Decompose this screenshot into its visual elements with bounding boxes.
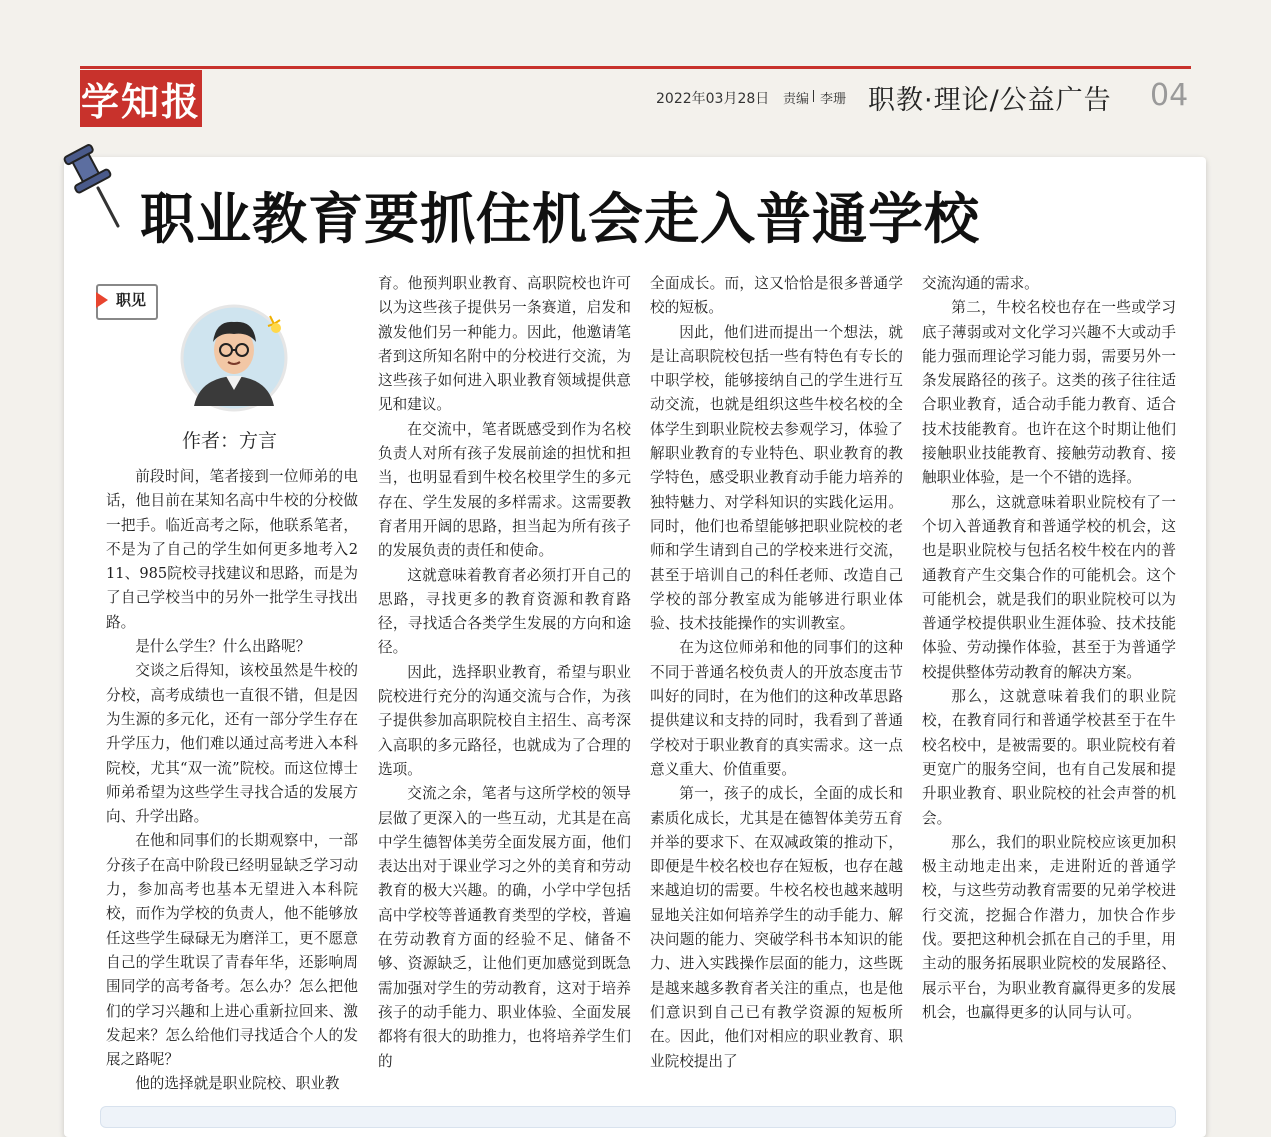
article-paragraph: 第二，牛校名校也存在一些或学习底子薄弱或对文化学习兴趣不大或动手能力强而理论学习能力弱，需要另外一条发展路径的孩子。这类的孩子往往适合职业教育，适合动手能力教育、适合技术技能教育。也许在这个时期让他们接触职业技能教育、接触劳动教育、接触职业体验，是一个不错的选择。: [922, 299, 1176, 487]
author-avatar: [176, 298, 296, 413]
article-paragraph: 因此，选择职业教育，希望与职业院校进行充分的沟通交流与合作，为孩子提供参加高职院校自主招生、高考深入高职的多元路径，也就成为了合理的选项。: [378, 663, 631, 778]
newspaper-logo: 学知报: [80, 70, 202, 127]
article-column-4: [922, 272, 1176, 1025]
editor-name: 李珊: [820, 92, 847, 107]
masthead-rule: [80, 66, 1191, 69]
article-paragraph: 第一，孩子的成长，全面的成长和素质化成长，尤其是在德智体美劳五育并举的要求下、在双减政策的推动下，即便是牛校名校也存在短板，也存在越来越迫切的需要。牛校名校也越来越明显地关注如何培养学生的动手能力、解决问题的能力、突破学科书本知识的能力、进入实践操作层面的能力，这些既是越来越多教育者关注的重点，也是他们意识到自己已有教学资源的短板所在。因此，他们对相应的职业教育、职业院校提出了: [650, 785, 903, 1070]
article-paragraph: 那么，我们的职业院校应该更加积极主动地走出来，走进附近的普通学校，与这些劳动教育需要的兄弟学校进行交流，挖掘合作潜力，加快合作步伐。要把这种机会抓在自己的手里，用主动的服务拓展职业院校的发展路径、展示平台，为职业教育赢得更多的发展机会，也赢得更多的认同与认可。: [922, 833, 1176, 1021]
issue-date: 2022年03月28日: [656, 91, 770, 107]
article-paragraph: 那么，这就意味着我们的职业院校，在教育同行和普通学校甚至于在牛校名校中，是被需要的。职业院校有着更宽广的服务空间，也有自己发展和提升职业教育、职业院校的社会声誉的机会。: [922, 688, 1176, 827]
article-paragraph: 是什么学生？什么出路呢？: [135, 638, 311, 656]
article-paragraph: 在为这位师弟和他的同事们的这种不同于普通名校负责人的开放态度击节叫好的同时，在为他们的这种改革思路提供建议和支持的同时，我看到了普通学校对于职业教育的真实需求。这一点意义重大、价值重要。: [650, 639, 903, 778]
section-title: 职教·理论/公益广告: [868, 85, 1112, 116]
article-paragraph: 交流沟通的需求。: [922, 275, 1039, 292]
article-headline: 职业教育要抓住机会走入普通学校: [140, 187, 981, 251]
article-paragraph: 交流之余，笔者与这所学校的领导层做了更深入的一些互动，尤其是在高中学生德智体美劳全面发展方面，他们表达出对于课业学习之外的美育和劳动教育的极大兴趣。的确，小学中学包括高中学校等普通教育类型的学校，普遍在劳动教育方面的经验不足、储备不够、资源缺乏，让他们更加感觉到既急需加强对学生的劳动教育，这对于培养孩子的动手能力、职业体验、全面发展都将有很大的助推力，也将培养学生们的: [378, 785, 631, 1070]
article-paragraph: 他的选择就是职业院校、职业教: [135, 1075, 340, 1093]
article-paragraph: 因此，他们进而提出一个想法，就是让高职院校包括一些有特色有专长的中职学校，能够接纳自己的学生进行互动交流，也就是组织这些牛校名校的全体学生到职业院校去参观学习，体验了解职业教育的专业特色、职业教育的教学特色，感受职业教育动手能力培养的独特魅力、对学科知识的实践化运用。同时，他们也希望能够把职业院校的老师和学生请到自己的学校来进行交流，甚至于培训自己的科任老师、改造自己学校的部分教室成为能够进行职业体验、技术技能操作的实训教室。: [650, 323, 903, 633]
article-paragraph: 在交流中，笔者既感受到作为名校负责人对所有孩子发展前途的担忧和担当，也明显看到牛校名校里学生的多元存在、学生发展的多样需求。这需要教育者用开阔的思路，担当起为所有孩子的发展负责的责任和使命。: [378, 420, 631, 560]
article-column-1: [106, 465, 358, 1097]
editor-separator: [813, 90, 814, 102]
article-column-3: [650, 272, 903, 1074]
editor-label: 责编: [783, 92, 810, 107]
article-paragraph: 那么，这就意味着职业院校有了一个切入普通教育和普通学校的机会，这也是职业院校与包括名校牛校在内的普通教育产生交集合作的可能机会。这个可能机会，就是我们的职业院校可以为普通学校提供职业生涯体验、技术技能体验、劳动操作体验，甚至于为普通学校提供整体劳动教育的解决方案。: [922, 493, 1176, 681]
page-number: 04: [1150, 78, 1189, 113]
article-paragraph: 这就意味着教育者必须打开自己的思路，寻找更多的教育资源和教育路径，寻找适合各类学生发展的方向和途径。: [378, 566, 631, 657]
play-triangle-icon: [96, 292, 108, 308]
column-tag: 职见: [116, 291, 147, 309]
article-paragraph: 前段时间，笔者接到一位师弟的电话，他目前在某知名高中牛校的分校做一把手。临近高考之际，他联系笔者，不是为了自己的学生如何更多地考入211、985院校寻找建议和思路，而是为了自己学校当中的另外一批学生寻找出路。: [106, 468, 358, 631]
pushpin-icon: [58, 140, 128, 230]
author-byline: 作者：方言: [182, 430, 278, 452]
article-paragraph: 全面成长。而，这又恰恰是很多普通学校的短板。: [650, 275, 903, 317]
article-column-2: [378, 272, 631, 1074]
next-article-card: [100, 1106, 1176, 1128]
article-paragraph: 育。他预判职业教育、高职院校也许可以为这些孩子提供另一条赛道，启发和激发他们另一种能力。因此，他邀请笔者到这所知名附中的分校进行交流，为这些孩子如何进入职业教育领域提供意见和建议。: [378, 275, 631, 414]
article-paragraph: 在他和同事们的长期观察中，一部分孩子在高中阶段已经明显缺乏学习动力，参加高考也基本无望进入本科院校，而作为学校的负责人，他不能够放任这些学生碌碌无为磨洋工，更不愿意自己的学生耽误了青春年华，还影响周围同学的高考备考。怎么办？怎么把他们的学习兴趣和上进心重新拉回来、激发起来？怎么给他们寻找适合个人的发展之路呢？: [106, 832, 358, 1069]
article-paragraph: 交谈之后得知，该校虽然是牛校的分校，高考成绩也一直很不错，但是因为生源的多元化，还有一部分学生存在升学压力，他们难以通过高考进入本科院校，尤其“双一流”院校。而这位博士师弟希望为这些学生寻找合适的发展方向、升学出路。: [106, 662, 358, 826]
